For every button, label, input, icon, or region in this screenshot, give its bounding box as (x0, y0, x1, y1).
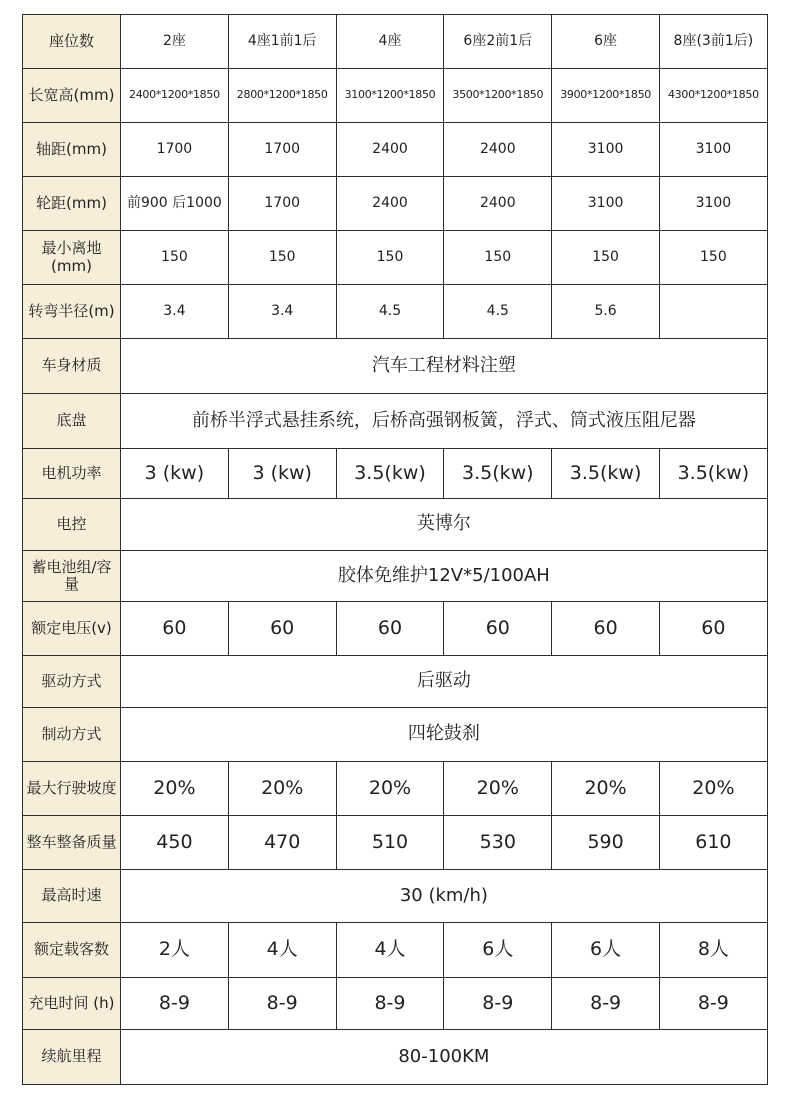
spec-value: 8-9 (552, 978, 660, 1030)
row-label: 座位数 (23, 15, 121, 69)
spec-value: 3.5(kw) (659, 449, 767, 499)
spec-row (23, 123, 768, 177)
spec-value: 1700 (121, 123, 229, 177)
spec-value: 2400 (444, 123, 552, 177)
spec-value: 2400 (336, 177, 444, 231)
spec-value: 前900 后1000 (121, 177, 229, 231)
spec-table (22, 14, 768, 1085)
spec-value: 6人 (552, 923, 660, 978)
spec-value: 20% (228, 762, 336, 816)
spec-value-merged: 后驱动 (121, 656, 768, 708)
spec-value: 60 (444, 602, 552, 656)
spec-value: 8-9 (659, 978, 767, 1030)
spec-value: 4.5 (444, 285, 552, 339)
spec-value: 6座2前1后 (444, 15, 552, 69)
spec-value: 150 (336, 231, 444, 285)
spec-value: 1700 (228, 177, 336, 231)
spec-value: 4座1前1后 (228, 15, 336, 69)
spec-value: 2400 (336, 123, 444, 177)
spec-value: 4.5 (336, 285, 444, 339)
spec-value: 4座 (336, 15, 444, 69)
spec-row (23, 870, 768, 923)
row-label: 额定载客数 (23, 923, 121, 978)
spec-row (23, 177, 768, 231)
row-label: 充电时间 (h) (23, 978, 121, 1030)
spec-value: 4人 (336, 923, 444, 978)
spec-value: 150 (121, 231, 229, 285)
row-label: 底盘 (23, 394, 121, 449)
row-label: 驱动方式 (23, 656, 121, 708)
spec-value: 3.5(kw) (552, 449, 660, 499)
spec-value: 8人 (659, 923, 767, 978)
spec-row (23, 339, 768, 394)
spec-value: 3900*1200*1850 (552, 69, 660, 123)
row-label: 额定电压(v) (23, 602, 121, 656)
spec-value-merged: 30 (km/h) (121, 870, 768, 923)
spec-value-merged: 胶体免维护12V*5/100AH (121, 551, 768, 602)
row-label: 最高时速 (23, 870, 121, 923)
spec-value: 4300*1200*1850 (659, 69, 767, 123)
spec-row (23, 762, 768, 816)
spec-value: 3100 (552, 123, 660, 177)
spec-value: 20% (336, 762, 444, 816)
spec-value: 60 (552, 602, 660, 656)
spec-value: 20% (659, 762, 767, 816)
row-label: 电机功率 (23, 449, 121, 499)
spec-value: 3100 (552, 177, 660, 231)
row-label: 轴距(mm) (23, 123, 121, 177)
spec-value: 2人 (121, 923, 229, 978)
row-label: 蓄电池组/容量 (23, 551, 121, 602)
spec-value: 3 (kw) (121, 449, 229, 499)
spec-value: 20% (121, 762, 229, 816)
spec-row (23, 923, 768, 978)
spec-value: 3500*1200*1850 (444, 69, 552, 123)
spec-value: 60 (659, 602, 767, 656)
spec-value-merged: 前桥半浮式悬挂系统，后桥高强钢板簧，浮式、筒式液压阻尼器 (121, 394, 768, 449)
row-label: 最小离地(mm) (23, 231, 121, 285)
spec-value-merged: 汽车工程材料注塑 (121, 339, 768, 394)
spec-value-merged: 80-100KM (121, 1030, 768, 1085)
spec-value: 150 (228, 231, 336, 285)
row-label: 电控 (23, 499, 121, 551)
spec-value-merged: 英博尔 (121, 499, 768, 551)
spec-value: 60 (336, 602, 444, 656)
spec-value: 6人 (444, 923, 552, 978)
spec-row (23, 551, 768, 602)
spec-row (23, 499, 768, 551)
spec-value: 60 (121, 602, 229, 656)
spec-value: 8-9 (228, 978, 336, 1030)
spec-value: 6座 (552, 15, 660, 69)
spec-row (23, 15, 768, 69)
row-label: 车身材质 (23, 339, 121, 394)
spec-row (23, 394, 768, 449)
spec-value: 610 (659, 816, 767, 870)
spec-value: 2座 (121, 15, 229, 69)
spec-row (23, 231, 768, 285)
spec-value: 150 (659, 231, 767, 285)
spec-row (23, 816, 768, 870)
spec-value-merged: 四轮鼓刹 (121, 708, 768, 762)
spec-value: 3100*1200*1850 (336, 69, 444, 123)
spec-row (23, 656, 768, 708)
spec-row (23, 1030, 768, 1085)
spec-value: 470 (228, 816, 336, 870)
spec-value: 3100 (659, 123, 767, 177)
spec-value: 2400*1200*1850 (121, 69, 229, 123)
spec-value: 1700 (228, 123, 336, 177)
spec-value: 3.4 (121, 285, 229, 339)
spec-value: 20% (552, 762, 660, 816)
row-label: 转弯半径(m) (23, 285, 121, 339)
spec-value: 2800*1200*1850 (228, 69, 336, 123)
spec-value: 590 (552, 816, 660, 870)
spec-value: 8-9 (444, 978, 552, 1030)
row-label: 轮距(mm) (23, 177, 121, 231)
spec-value: 3.5(kw) (444, 449, 552, 499)
row-label: 长宽高(mm) (23, 69, 121, 123)
spec-value: 150 (552, 231, 660, 285)
spec-value: 3.5(kw) (336, 449, 444, 499)
spec-table-body (23, 15, 768, 1085)
spec-value: 3100 (659, 177, 767, 231)
spec-value: 530 (444, 816, 552, 870)
row-label: 整车整备质量 (23, 816, 121, 870)
spec-row (23, 69, 768, 123)
row-label: 续航里程 (23, 1030, 121, 1085)
row-label: 制动方式 (23, 708, 121, 762)
spec-row (23, 602, 768, 656)
spec-value: 5.6 (552, 285, 660, 339)
spec-value: 150 (444, 231, 552, 285)
spec-row (23, 708, 768, 762)
spec-value: 3 (kw) (228, 449, 336, 499)
spec-value: 450 (121, 816, 229, 870)
spec-value: 20% (444, 762, 552, 816)
spec-value: 8-9 (336, 978, 444, 1030)
spec-value: 510 (336, 816, 444, 870)
spec-value: 3.4 (228, 285, 336, 339)
spec-value: 8-9 (121, 978, 229, 1030)
spec-row (23, 978, 768, 1030)
spec-value: 4人 (228, 923, 336, 978)
spec-row (23, 285, 768, 339)
spec-value: 2400 (444, 177, 552, 231)
spec-row (23, 449, 768, 499)
spec-value (659, 285, 767, 339)
spec-value: 60 (228, 602, 336, 656)
spec-value: 8座(3前1后) (659, 15, 767, 69)
row-label: 最大行驶坡度 (23, 762, 121, 816)
